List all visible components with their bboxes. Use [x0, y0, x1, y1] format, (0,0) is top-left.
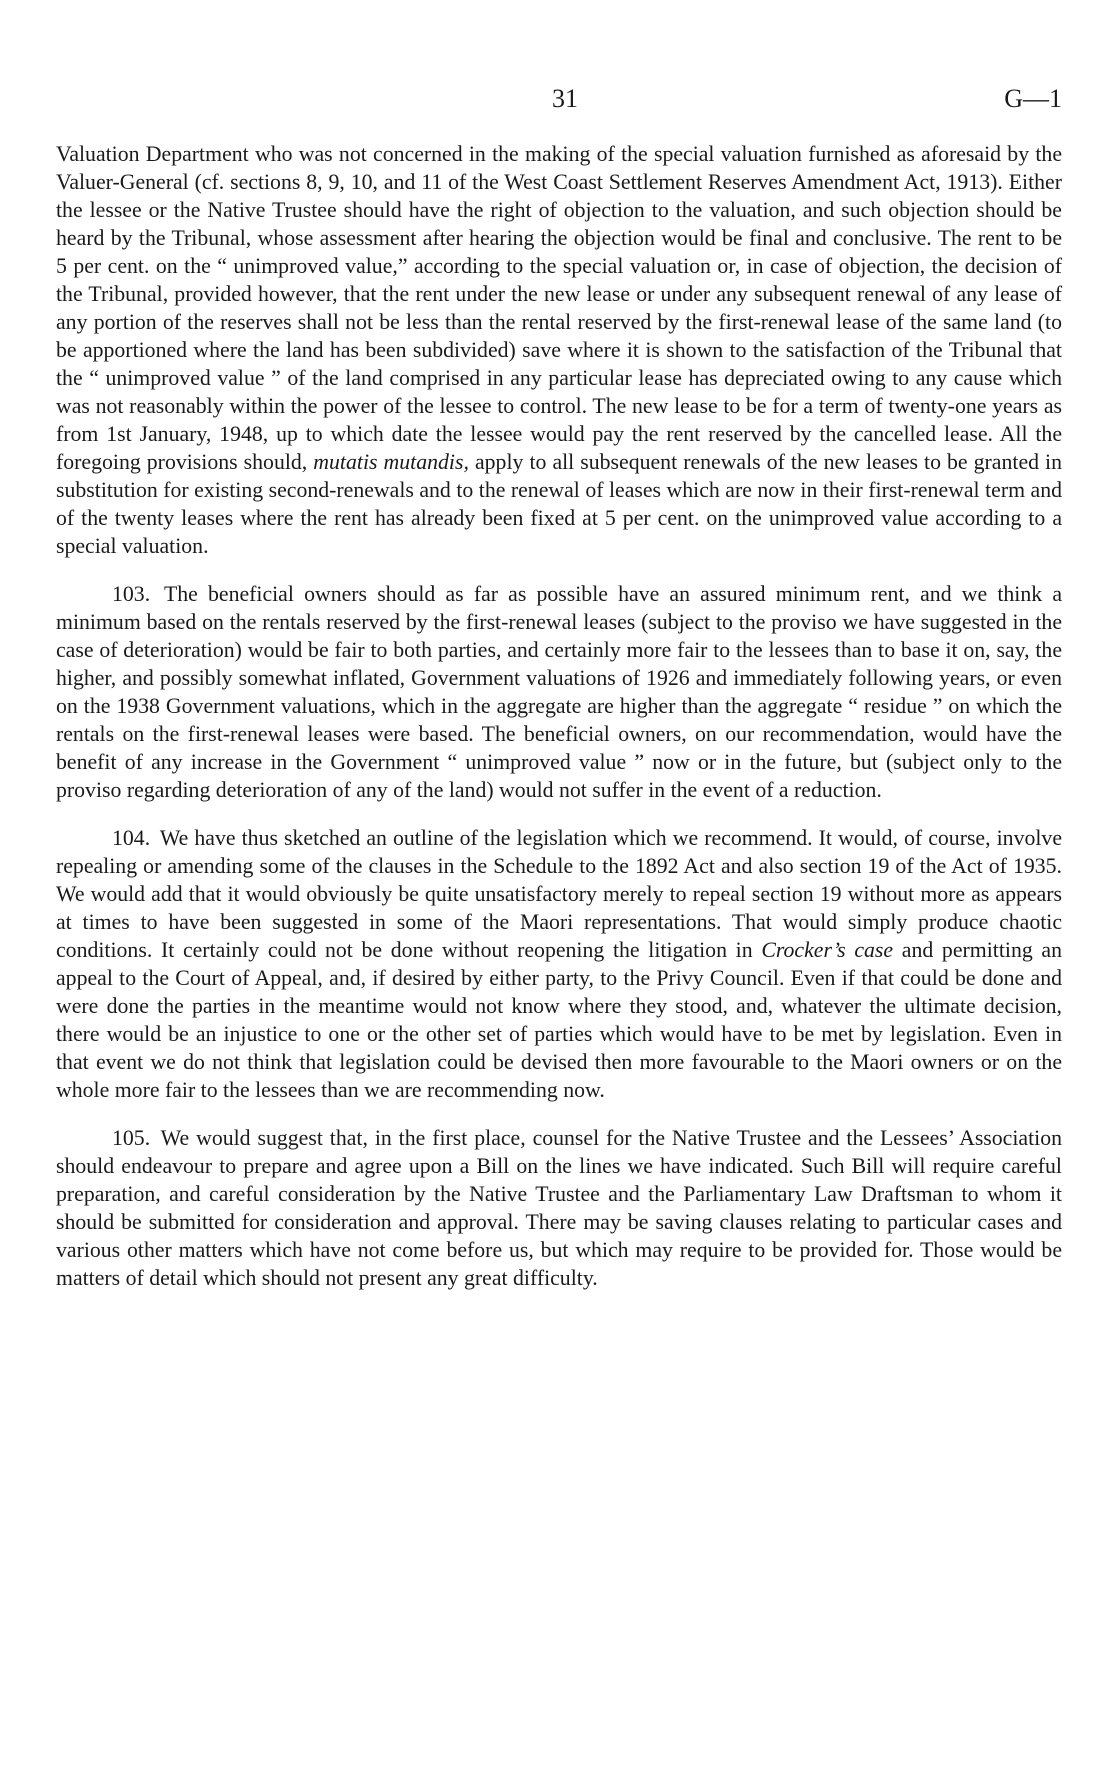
paragraph-number: 104.: [112, 826, 151, 850]
paragraph-105: [56, 1124, 1062, 1292]
italic-case-name: Crocker’s case: [761, 938, 894, 962]
paragraph-text: apply to all subsequent renewals of the new leases to be granted in substitution for existing second-renewals and to the renewal of leases which are now in their first-renewal term and of the twenty leases where the rent has already been fixed at 5 per cent. on the unimproved value according to a special valuation.: [56, 450, 1063, 558]
document-reference: G—1: [1004, 84, 1062, 113]
paragraph-number: 105.: [112, 1126, 151, 1150]
paragraph-number: 103.: [112, 582, 151, 606]
paragraph-text: We have thus sketched an outline of the legislation which we recommend. It would, of course, involve repealing or amending some of the clauses in the Schedule to the 1892 Act and also section 19 of the Act of 1935. We would add that it would obviously be quite unsatisfactory merely to repeal section 19 without more as appears at times to have been suggested in some of the Maori representations. That would simply produce chaotic conditions. It certainly could not be done without reopening the litigation in: [56, 826, 1063, 962]
paragraph-text: The beneficial owners should as far as possible have an assured minimum rent, and we think a minimum based on the rentals reserved by the first-renewal leases (subject to the proviso we have suggested in the case of deterioration) would be fair to both parties, and certainly more fair to the lessees than to base it on, say, the higher, and possibly somewhat inflated, Government valuations of 1926 and immediately following years, or even on the 1938 Government valuations, which in the aggregate are higher than the aggregate “ residue ” on which the rentals on the first-renewal leases were based. The beneficial owners, on our recommendation, would have the benefit of any increase in the Government “ unimproved value ” now or in the future, but (subject only to the proviso regarding deterioration of any of the land) would not suffer in the event of a reduction.: [56, 582, 1062, 802]
italic-phrase: mutatis mutandis,: [313, 450, 469, 474]
paragraph-text: Valuation Department who was not concerned in the making of the special valuation furnished as aforesaid by the Valuer-General (cf. sections 8, 9, 10, and 11 of the West Coast Settlement Reserves Amendment Act, 1913). Either the lessee or the Native Trustee should have the right of objection to the valuation, and such objection should be heard by the Tribunal, whose assessment after hearing the objection would be final and conclusive. The rent to be 5 per cent. on the “ unimproved value,” according to the special valuation or, in case of objection, the decision of the Tribunal, provided however, that the rent under the new lease or under any subsequent renewal of any lease of any portion of the reserves shall not be less than the rental reserved by the first-renewal lease of the same land (to be apportioned where the land has been subdivided) save where it is shown to the satisfaction of the Tribunal that the “ unimproved value ” of the land comprised in any particular lease has depreciated owing to any cause which was not reasonably within the power of the lessee to control. The new lease to be for a term of twenty-one years as from 1st January, 1948, up to which date the lessee would pay the rent reserved by the cancelled lease. All the foregoing provisions should,: [56, 142, 1062, 474]
page-header: [56, 84, 1062, 124]
page-number: 31: [552, 84, 578, 113]
paragraph-text: and permitting an appeal to the Court of Appeal, and, if desired by either party, to the Privy Council. Even if that could be done and were done the parties in the meantime would not know where they stood, and, whatever the ultimate decision, there would be an injustice to one or the other set of parties which would have to be met by legislation. Even in that event we do not think that legislation could be devised then more favourable to the Maori owners or on the whole more fair to the lessees than we are recommending now.: [56, 938, 1062, 1102]
continued-paragraph: [56, 140, 1062, 560]
paragraph-104: [56, 824, 1062, 1104]
paragraph-103: [56, 580, 1062, 804]
paragraph-text: We would suggest that, in the first place, counsel for the Native Trustee and the Lessees’ Association should endeavour to prepare and agree upon a Bill on the lines we have indicated. Such Bill will require careful preparation, and careful consideration by the Native Trustee and the Parliamentary Law Draftsman to whom it should be submitted for consideration and approval. There may be saving clauses relating to particular cases and various other matters which have not come before us, but which may require to be provided for. Those would be matters of detail which should not present any great difficulty.: [56, 1126, 1062, 1290]
body-text: [56, 140, 1062, 1292]
